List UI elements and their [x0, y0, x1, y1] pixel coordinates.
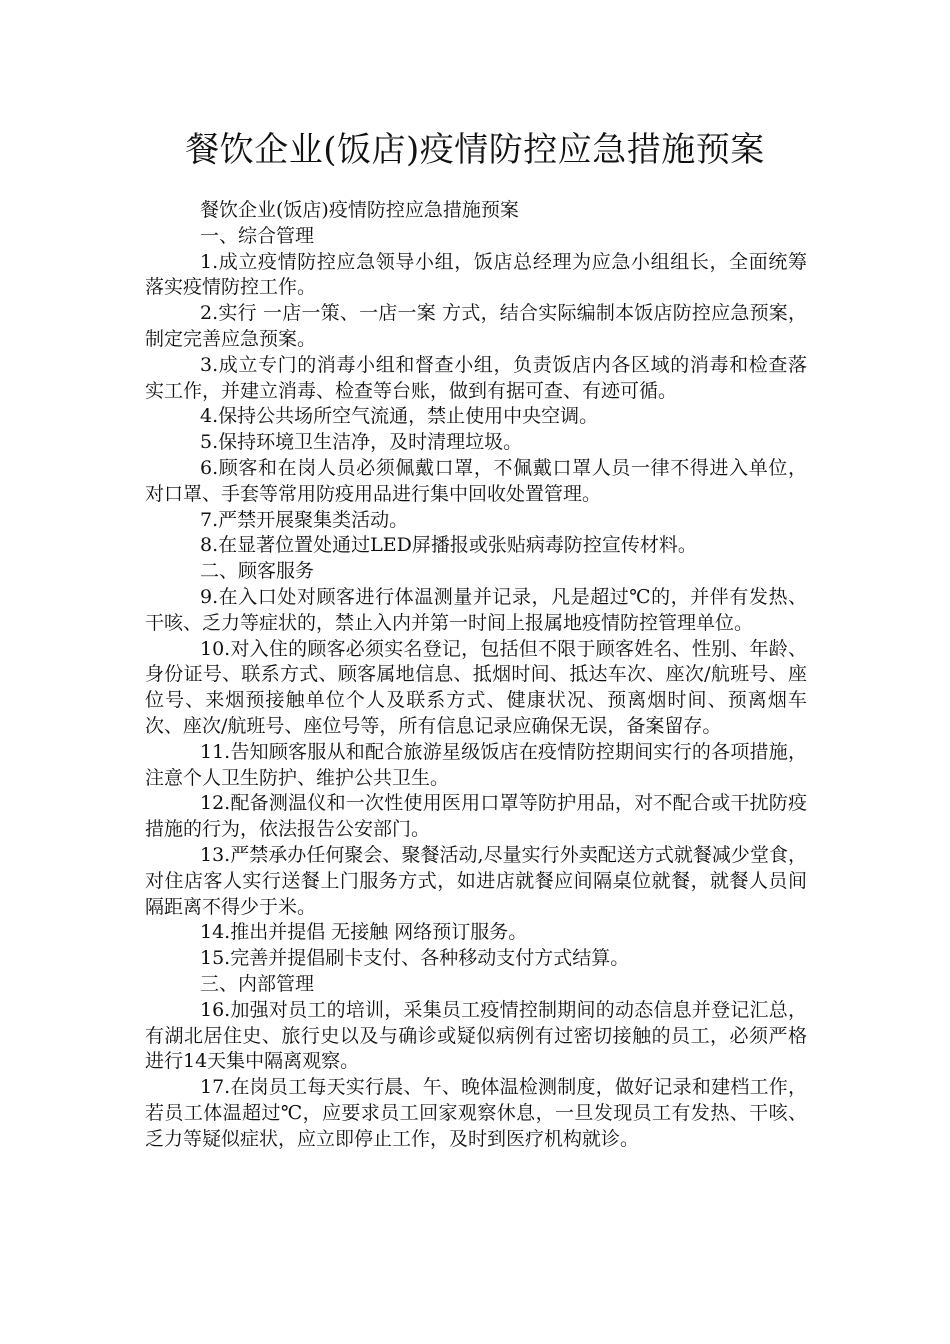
paragraph-item-8: 8.在显著位置处通过LED屏播报或张贴病毒防控宣传材料。: [200, 534, 697, 557]
paragraph-item-16: 16.加强对员工的培训，采集员工疫情控制期间的动态信息并登记汇总，有湖北居住史、旅行史以及与确诊或疑似病例有过密切接触的员工，必须严格进行14天集中隔离观察。: [145, 998, 807, 1073]
section-heading-internal-management: 三、内部管理: [200, 972, 315, 995]
paragraph-item-17: 17.在岗员工每天实行晨、午、晚体温检测制度，做好记录和建档工作，若员工体温超过℃，应要求员工回家观察休息，一旦发现员工有发热、干咳、乏力等疑似症状，应立即停止工作，及时到医疗机构就诊。: [145, 1076, 807, 1150]
paragraph-item-13: 13.严禁承办任何聚会、聚餐活动,尽量实行外卖配送方式就餐减少堂食，对住店客人实行送餐上门服务方式，如进店就餐应间隔桌位就餐，就餐人员间隔距离不得少于米。: [145, 843, 807, 918]
paragraph-item-10: 10.对入住的顾客必须实名登记，包括但不限于顾客姓名、性别、年龄、身份证号、联系方式、顾客属地信息、抵烟时间、抵达车次、座次/航班号、座位号、来烟预接触单位个人及联系方式、健康状况、预离烟时间、预离烟车次、座次/航班号、座位号等，所有信息记录应确保无误，备案留存。: [145, 637, 807, 737]
paragraph-item-4: 4.保持公共场所空气流通，禁止使用中央空调。: [200, 405, 599, 428]
document-body: [145, 198, 807, 1152]
paragraph-item-14: 14.推出并提倡 无接触 网络预订服务。: [200, 921, 528, 944]
paragraph-item-7: 7.严禁开展聚集类活动。: [200, 508, 409, 531]
paragraph-item-9: 9.在入口处对顾客进行体温测量并记录，凡是超过℃的，并伴有发热、干咳、乏力等症状的，禁止入内并第一时间上报属地疫情防控管理单位。: [145, 585, 807, 634]
paragraph-subtitle: 餐饮企业(饭店)疫情防控应急措施预案: [200, 199, 519, 221]
paragraph-item-3: 3.成立专门的消毒小组和督查小组，负责饭店内各区域的消毒和检查落实工作，并建立消毒、检查等台账，做到有据可查、有迹可循。: [145, 353, 807, 402]
paragraph-item-6: 6.顾客和在岗人员必须佩戴口罩，不佩戴口罩人员一律不得进入单位，对口罩、手套等常用防疫用品进行集中回收处置管理。: [145, 456, 807, 505]
document-title: 餐饮企业(饭店)疫情防控应急措施预案: [185, 130, 765, 170]
paragraph-item-12: 12.配备测温仪和一次性使用医用口罩等防护用品，对不配合或干扰防疫措施的行为，依法报告公安部门。: [145, 792, 807, 841]
paragraph-item-2: 2.实行 一店一策、一店一案 方式，结合实际编制本饭店防控应急预案，制定完善应急预案。: [145, 302, 807, 350]
section-heading-general-management: 一、综合管理: [200, 224, 315, 247]
paragraph-item-15: 15.完善并提倡刷卡支付、各种移动支付方式结算。: [200, 947, 630, 970]
paragraph-item-5: 5.保持环境卫生洁净，及时清理垃圾。: [200, 431, 523, 454]
paragraph-item-11: 11.告知顾客服从和配合旅游星级饭店在疫情防控期间实行的各项措施，注意个人卫生防护、维护公共卫生。: [145, 740, 807, 789]
section-heading-customer-service: 二、顾客服务: [200, 560, 315, 583]
paragraph-item-1: 1.成立疫情防控应急领导小组，饭店总经理为应急小组组长，全面统筹落实疫情防控工作。: [145, 250, 807, 299]
